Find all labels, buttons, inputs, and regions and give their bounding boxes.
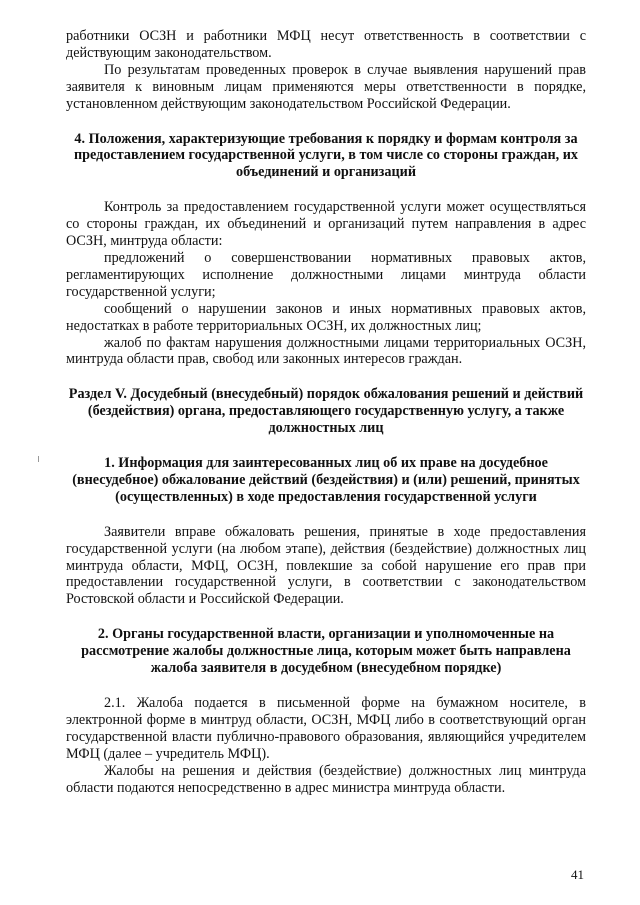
section-4-intro: Контроль за предоставлением государственной услуги может осуществляться со стороны граждан, их объединений и организаций путем направления в адрес ОСЗН, минтруда области:	[66, 199, 586, 250]
subsection-2-paragraph-2: Жалобы на решения и действия (бездействие) должностных лиц минтруда области подаются непосредственно в адрес министра минтруда области.	[66, 762, 586, 796]
subsection-2-paragraph-1: 2.1. Жалоба подается в письменной форме на бумажном носителе, в электронной форме в минтруд области, ОСЗН, МФЦ либо в соответствующий орган государственной власти публично-правового образования, являющийся учредителем МФЦ (далее – учредитель МФЦ).	[66, 695, 586, 762]
margin-mark	[38, 456, 39, 462]
list-item: жалоб по фактам нарушения должностными лицами территориальных ОСЗН, минтруда области прав, свобод или законных интересов граждан.	[66, 334, 586, 368]
list-item: предложений о совершенствовании нормативных правовых актов, регламентирующих исполнение должностными лицами минтруда области государственной услуги;	[66, 249, 586, 300]
paragraph-inspection-results: По результатам проведенных проверок в случае выявления нарушений прав заявителя к виновным лицам применяются меры ответственности в порядке, установленном действующим законодательством Российской Федерации.	[66, 61, 586, 112]
section-4-heading: 4. Положения, характеризующие требования к порядку и формам контроля за предоставлением государственной услуги, в том числе со стороны граждан, их объединений и организаций	[73, 130, 579, 181]
section-5-heading: Раздел V. Досудебный (внесудебный) порядок обжалования решений и действий (бездействия) органа, предоставляющего государственную услугу, а также должностных лиц	[68, 386, 584, 437]
list-item: сообщений о нарушении законов и иных нормативных правовых актов, недостатках в работе территориальных ОСЗН, их должностных лиц;	[66, 300, 586, 334]
subsection-2-heading: 2. Органы государственной власти, организации и уполномоченные на рассмотрение жалобы должностные лица, которым может быть направлена жалоба заявителя в досудебном (внесудебном порядке)	[81, 626, 571, 677]
document-page	[66, 28, 586, 796]
paragraph-responsibility: работники ОСЗН и работники МФЦ несут ответственность в соответствии с действующим законодательством.	[66, 28, 586, 61]
subsection-1-text: Заявители вправе обжаловать решения, принятые в ходе предоставления государственной услуги (на любом этапе), действия (бездействие) должностных лиц минтруда области, МФЦ, ОСЗН, повлекшие за собой нарушение его прав при предоставлении государственной услуги, в соответствии с законодательством Ростовской области и Российской Федерации.	[66, 523, 586, 608]
subsection-1-heading: 1. Информация для заинтересованных лиц об их праве на досудебное (внесудебное) обжалование действий (бездействия) и (или) решений, принятых (осуществленных) в ходе предоставления государственной услуги	[72, 455, 580, 505]
page-number: 41	[571, 867, 584, 882]
